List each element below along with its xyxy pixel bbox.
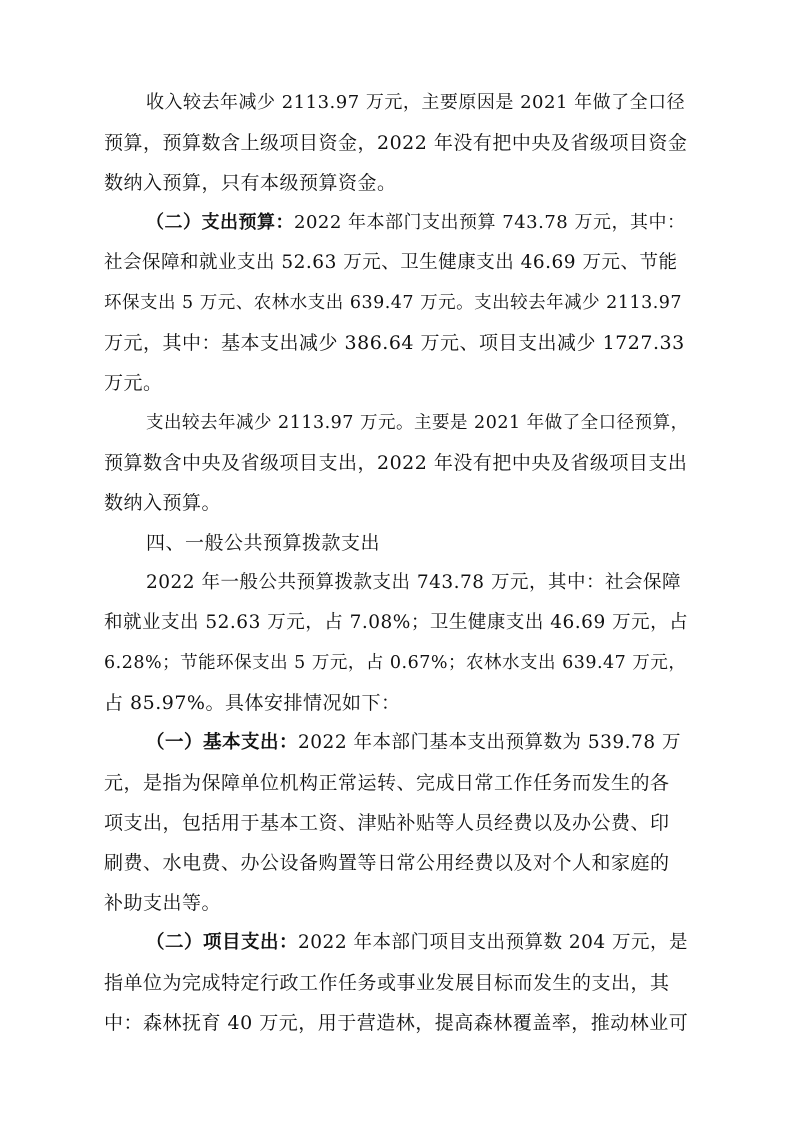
para1-line-3: 数纳入预算，只有本级预算资金。 <box>104 172 397 194</box>
para2-line-4: 万元，其中：基本支出减少 386.64 万元、项目支出减少 1727.33 <box>104 332 685 354</box>
para5-line-3: 项支出，包括用于基本工资、津贴补贴等人员经费以及办公费、印 <box>104 812 670 834</box>
para6-line-3: 中：森林抚育 40 万元，用于营造林，提高森林覆盖率，推动林业可 <box>104 1012 689 1034</box>
para2-line-1-text: 2022 年本部门支出预算 743.78 万元，其中： <box>294 212 686 233</box>
para5-line-4: 刷费、水电费、办公设备购置等日常公用经费以及对个人和家庭的 <box>104 852 670 874</box>
para3-line-1: 支出较去年减少 2113.97 万元。主要是 2021 年做了全口径预算， <box>146 413 689 433</box>
para5-line-5: 补助支出等。 <box>104 892 222 914</box>
para2-line-5: 万元。 <box>104 372 163 394</box>
para4-line-4: 占 85.97%。具体安排情况如下： <box>104 692 401 714</box>
para6-line-2: 指单位为完成特定行政工作任务或事业发展目标而发生的支出，其 <box>104 972 670 994</box>
para1-line-2: 预算，预算数含上级项目资金，2022 年没有把中央及省级项目资金 <box>104 132 688 154</box>
para5-line-1-text: 2022 年本部门基本支出预算数为 539.78 万 <box>298 732 681 753</box>
para4-line-1: 2022 年一般公共预算拨款支出 743.78 万元，其中：社会保障 <box>146 572 681 593</box>
para1-line-1: 收入较去年减少 2113.97 万元，主要原因是 2021 年做了全口径 <box>146 92 686 113</box>
para4-line-3: 6.28%；节能环保支出 5 万元，占 0.67%；农林水支出 639.47 万元， <box>104 653 687 673</box>
para6-line-1-text: 2022 年本部门项目支出预算数 204 万元，是 <box>298 932 689 953</box>
para4-line-2: 和就业支出 52.63 万元，占 7.08%；卫生健康支出 46.69 万元，占 <box>104 612 689 633</box>
para3-line-3: 数纳入预算。 <box>104 492 222 514</box>
para5-line-1 <box>146 731 681 755</box>
para6-line-1 <box>146 931 688 955</box>
basic-expenditure-heading: （一）基本支出： <box>146 732 299 753</box>
expenditure-budget-heading: （二）支出预算： <box>146 212 294 233</box>
para3-line-2: 预算数含中央及省级项目支出，2022 年没有把中央及省级项目支出 <box>104 452 688 474</box>
para2-line-3: 环保支出 5 万元、农林水支出 639.47 万元。支出较去年减少 2113.97 <box>104 293 683 313</box>
para2-line-2: 社会保障和就业支出 52.63 万元、卫生健康支出 46.69 万元、节能 <box>104 252 678 273</box>
para2-line-1 <box>146 211 685 235</box>
section-heading: 四、一般公共预算拨款支出 <box>146 532 381 554</box>
para5-line-2: 元，是指为保障单位机构正常运转、完成日常工作任务而发生的各 <box>104 772 670 794</box>
project-expenditure-heading: （二）项目支出： <box>146 932 299 953</box>
